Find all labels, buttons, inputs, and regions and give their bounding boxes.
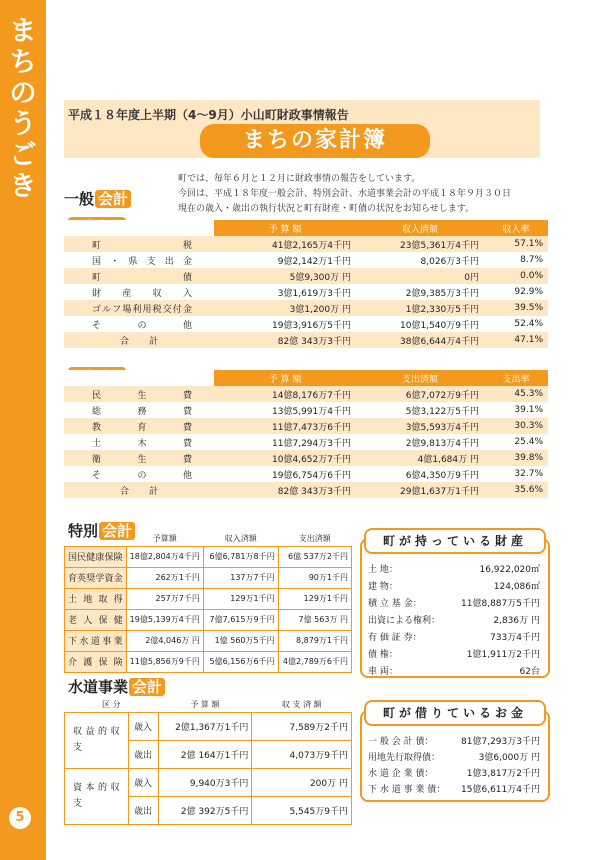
revenue-table bbox=[64, 220, 548, 348]
kind-cell: 歳入 bbox=[128, 768, 158, 796]
assets-title: 町が持っている財産 bbox=[364, 528, 546, 554]
table-row bbox=[64, 434, 548, 450]
panel-value: 62台 bbox=[519, 667, 540, 677]
actual-cell: 4,073万9千円 bbox=[252, 740, 352, 768]
table-row bbox=[64, 236, 548, 252]
row-label: 国民健康保険 bbox=[65, 546, 127, 567]
panel-label: 有 価 証 券： bbox=[368, 633, 422, 643]
rate-cell: 35.6% bbox=[484, 482, 548, 498]
actual-cell: 1億2,330万5千円 bbox=[356, 300, 484, 316]
col-actual: 収 支 済 額 bbox=[252, 698, 352, 712]
budget-cell: 9億2,142万1千円 bbox=[277, 256, 351, 267]
panel-label: 一 般 会 計 債： bbox=[368, 737, 434, 747]
income-cell: 137万7千円 bbox=[203, 567, 278, 588]
special-account-label-tail: 会計 bbox=[99, 522, 135, 540]
actual-cell: 6億7,072万9千円 bbox=[356, 386, 484, 402]
income-cell: 5億6,156万6千円 bbox=[203, 651, 278, 672]
rate-cell: 30.3% bbox=[484, 418, 548, 434]
col-rate: 収入率 bbox=[484, 220, 548, 236]
table-row bbox=[65, 567, 352, 588]
section-title: まちのうごき bbox=[9, 16, 37, 202]
actual-cell: 2億9,385万3千円 bbox=[405, 288, 479, 299]
budget-cell: 82億 343万3千円 bbox=[214, 482, 356, 498]
row-label: 合 計 bbox=[64, 482, 214, 498]
rate-cell: 57.1% bbox=[484, 236, 548, 252]
panel-value: 1億1,911万2千円 bbox=[466, 650, 540, 660]
budget-cell: 2億1,367万1千円 bbox=[158, 712, 252, 740]
panel-label: 水 道 企 業 債： bbox=[368, 769, 434, 779]
intro-line: 現在の歳入・歳出の執行状況と町有財産・町債の状況をお知らせします。 bbox=[178, 204, 475, 214]
table-row bbox=[64, 450, 548, 466]
actual-cell: 4億1,684万 円 bbox=[356, 450, 484, 466]
budget-cell: 19億5,139万4千円 bbox=[126, 609, 203, 630]
panel-label: 積 立 基 金： bbox=[368, 599, 422, 609]
budget-cell: 19億3,916万5千円 bbox=[272, 320, 351, 331]
actual-cell: 23億5,361万4千円 bbox=[356, 236, 484, 252]
panel-value: 15億6,611万4千円 bbox=[461, 785, 540, 795]
water-account-heading bbox=[68, 676, 165, 697]
budget-cell: 262万1千円 bbox=[126, 567, 203, 588]
budget-cell: 2億4,046万 円 bbox=[126, 630, 203, 651]
row-label: 合 計 bbox=[64, 332, 214, 348]
expense-cell: 8,879万1千円 bbox=[278, 630, 351, 651]
actual-cell: 6億4,350万9千円 bbox=[405, 470, 479, 481]
row-label: そ の 他 bbox=[92, 470, 192, 481]
kind-cell: 歳入 bbox=[128, 712, 158, 740]
table-row bbox=[64, 402, 548, 418]
panel-value: 1億3,817万2千円 bbox=[466, 769, 540, 779]
expense-cell: 90万1千円 bbox=[278, 567, 351, 588]
table-row bbox=[65, 588, 352, 609]
row-label: 老 人 保 健 bbox=[65, 609, 127, 630]
budget-cell: 82億 343万3千円 bbox=[214, 332, 356, 348]
special-table bbox=[64, 532, 352, 673]
income-cell: 7億7,615万9千円 bbox=[203, 609, 278, 630]
actual-cell: 5億3,122万5千円 bbox=[405, 406, 479, 417]
budget-cell: 14億8,176万7千円 bbox=[214, 386, 356, 402]
table-row bbox=[64, 252, 548, 268]
rate-cell: 52.4% bbox=[514, 319, 543, 329]
panel-value: 16,922,020㎡ bbox=[479, 565, 540, 575]
income-cell: 129万1千円 bbox=[203, 588, 278, 609]
panel-label: 建 物： bbox=[368, 582, 398, 592]
panel-value: 81億7,293万3千円 bbox=[461, 737, 540, 747]
actual-cell: 29億1,637万1千円 bbox=[356, 482, 484, 498]
col-actual: 収入済額 bbox=[356, 220, 484, 236]
general-account-label: 一般 bbox=[64, 190, 95, 208]
table-row bbox=[64, 386, 548, 402]
row-label: 土 地 取 得 bbox=[65, 588, 127, 609]
row-label: 土 木 費 bbox=[92, 438, 192, 449]
header-subtitle: 平成１８年度上半期（4〜9月）小山町財政事情報告 bbox=[68, 108, 349, 122]
expense-cell: 4億2,789万6千円 bbox=[278, 651, 351, 672]
actual-cell: 10億1,540万9千円 bbox=[400, 320, 479, 331]
actual-cell: 38億6,644万4千円 bbox=[356, 332, 484, 348]
page-title: まちの家計簿 bbox=[200, 124, 430, 158]
col-category: 区 分 bbox=[65, 698, 159, 712]
actual-cell: 0円 bbox=[356, 268, 484, 284]
col-expense: 支出済額 bbox=[278, 532, 351, 546]
actual-cell: 2億9,813万4千円 bbox=[405, 438, 479, 449]
row-label: 衛 生 費 bbox=[64, 450, 214, 466]
table-row bbox=[64, 284, 548, 300]
table-row bbox=[65, 609, 352, 630]
income-cell: 1億 560万5千円 bbox=[203, 630, 278, 651]
table-row bbox=[64, 466, 548, 482]
budget-cell: 3億1,200万 円 bbox=[214, 300, 356, 316]
expenditure-table bbox=[64, 370, 548, 498]
rate-cell: 39.8% bbox=[484, 450, 548, 466]
actual-cell: 3億5,593万4千円 bbox=[356, 418, 484, 434]
panel-value: 11億8,887万5千円 bbox=[461, 599, 540, 609]
panel-value: 733万4千円 bbox=[490, 633, 540, 643]
actual-cell: 7,589万2千円 bbox=[252, 712, 352, 740]
row-label: ゴルフ場利用税交付金 bbox=[64, 300, 214, 316]
budget-cell: 2億 392万5千円 bbox=[158, 796, 252, 824]
panel-label: 用地先行取得債： bbox=[368, 753, 441, 763]
table-row bbox=[65, 651, 352, 672]
sidebar bbox=[0, 0, 46, 860]
row-label: 総 務 費 bbox=[92, 406, 192, 417]
panel-value: 124,086㎡ bbox=[493, 582, 540, 592]
table-row bbox=[65, 768, 352, 796]
row-label: 育英奨学資金 bbox=[65, 567, 127, 588]
panel-label: 車 両： bbox=[368, 667, 398, 677]
row-label: 民 生 費 bbox=[64, 386, 214, 402]
budget-cell: 11億7,473万6千円 bbox=[214, 418, 356, 434]
col-budget: 予 算 額 bbox=[214, 220, 356, 236]
expense-cell: 6億 537万2千円 bbox=[278, 546, 351, 567]
col-budget: 予 算 額 bbox=[158, 698, 252, 712]
actual-cell: 8,026万3千円 bbox=[420, 256, 479, 267]
table-row bbox=[65, 712, 352, 740]
table-row bbox=[65, 630, 352, 651]
general-account-heading bbox=[64, 188, 131, 209]
rate-cell: 47.1% bbox=[484, 332, 548, 348]
debts-title: 町が借りているお金 bbox=[364, 700, 546, 726]
budget-cell: 13億5,991万4千円 bbox=[272, 406, 351, 417]
table-row bbox=[64, 418, 548, 434]
budget-cell: 10億4,652万7千円 bbox=[214, 450, 356, 466]
expense-cell: 7億 563万 円 bbox=[278, 609, 351, 630]
col-rate: 支出率 bbox=[484, 370, 548, 386]
intro-line: 今回は、平成１８年度一般会計、特別会計、水道事業会計の平成１８年９月３０日 bbox=[178, 189, 512, 199]
water-account-label: 水道事業 bbox=[68, 678, 129, 696]
expense-cell: 129万1千円 bbox=[278, 588, 351, 609]
panel-label: 出資による権利： bbox=[368, 616, 441, 626]
table-row bbox=[65, 546, 352, 567]
kind-cell: 歳出 bbox=[128, 740, 158, 768]
col-income: 収入済額 bbox=[203, 532, 278, 546]
budget-cell: 5億9,300万 円 bbox=[214, 268, 356, 284]
row-label: 国・県支出金 bbox=[92, 256, 192, 267]
general-account-label-tail: 会計 bbox=[95, 190, 131, 208]
rate-cell: 39.5% bbox=[484, 300, 548, 316]
budget-cell: 2億 164万1千円 bbox=[158, 740, 252, 768]
income-cell: 6億6,781万8千円 bbox=[203, 546, 278, 567]
budget-cell: 11億5,856万9千円 bbox=[126, 651, 203, 672]
budget-cell: 18億2,804万4千円 bbox=[126, 546, 203, 567]
row-label: 町 税 bbox=[64, 236, 214, 252]
col-budget: 予 算 額 bbox=[214, 370, 356, 386]
col-budget: 予算額 bbox=[126, 532, 203, 546]
actual-cell: 5,545万9千円 bbox=[252, 796, 352, 824]
group-label: 資 本 的 収 支 bbox=[65, 768, 129, 824]
budget-cell: 19億6,754万6千円 bbox=[272, 470, 351, 481]
col-actual: 支出済額 bbox=[356, 370, 484, 386]
table-row bbox=[64, 482, 548, 498]
kind-cell: 歳出 bbox=[128, 796, 158, 824]
row-label: 介 護 保 険 bbox=[65, 651, 127, 672]
special-account-label: 特別 bbox=[68, 522, 99, 540]
table-row bbox=[64, 316, 548, 332]
rate-cell: 0.0% bbox=[484, 268, 548, 284]
panel-label: 下 水 道 事 業 債： bbox=[368, 785, 446, 795]
row-label: 財 産 収 入 bbox=[92, 288, 192, 299]
table-row bbox=[64, 268, 548, 284]
budget-cell: 3億1,619万3千円 bbox=[277, 288, 351, 299]
group-label: 収 益 的 収 支 bbox=[65, 712, 129, 768]
budget-cell: 9,940万3千円 bbox=[158, 768, 252, 796]
row-label: 下水道事業 bbox=[65, 630, 127, 651]
table-row bbox=[64, 332, 548, 348]
page-number: 5 bbox=[9, 807, 31, 829]
actual-cell: 200万 円 bbox=[252, 768, 352, 796]
panel-label: 土 地： bbox=[368, 565, 398, 575]
panel-label: 債 権： bbox=[368, 650, 398, 660]
panel-value: 3億6,000万 円 bbox=[478, 753, 540, 763]
table-row bbox=[64, 300, 548, 316]
intro-line: 町では、毎年６月と１２月に財政事情の報告をしています。 bbox=[178, 174, 421, 184]
rate-cell: 39.1% bbox=[514, 405, 543, 415]
row-label: 教 育 費 bbox=[64, 418, 214, 434]
intro-text bbox=[178, 172, 558, 217]
rate-cell: 32.7% bbox=[514, 469, 543, 479]
rate-cell: 92.9% bbox=[514, 287, 543, 297]
row-label: そ の 他 bbox=[92, 320, 192, 331]
budget-cell: 41億2,165万4千円 bbox=[214, 236, 356, 252]
budget-cell: 11億7,294万3千円 bbox=[272, 438, 351, 449]
rate-cell: 8.7% bbox=[520, 255, 543, 265]
water-account-label-tail: 会計 bbox=[129, 678, 165, 696]
rate-cell: 25.4% bbox=[514, 437, 543, 447]
budget-cell: 257万7千円 bbox=[126, 588, 203, 609]
row-label: 町 債 bbox=[64, 268, 214, 284]
panel-value: 2,836万 円 bbox=[493, 616, 540, 626]
rate-cell: 45.3% bbox=[484, 386, 548, 402]
water-table bbox=[64, 698, 352, 825]
